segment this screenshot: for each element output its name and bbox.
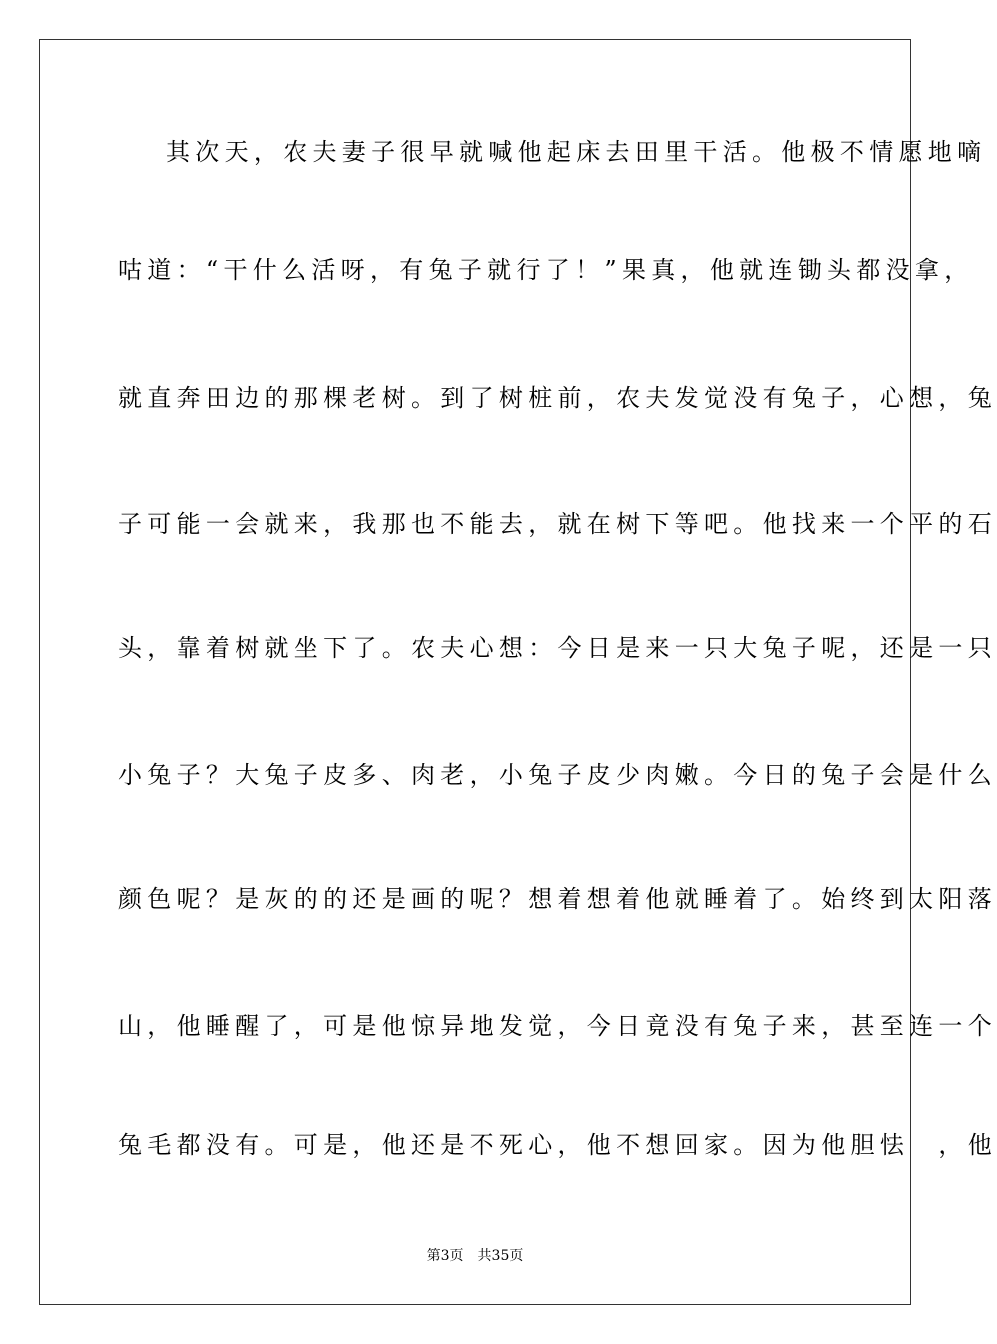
paragraph-line: 子可能一会就来，我那也不能去，就在树下等吧。他找来一个平的石 [118, 510, 997, 538]
paragraph-line: 其次天，农夫妻子很早就喊他起床去田里干活。他极不情愿地嘀 [166, 138, 987, 166]
paragraph-line: 山，他睡醒了，可是他惊异地发觉，今日竟没有兔子来，甚至连一个 [118, 1012, 997, 1040]
paragraph-line: 头，靠着树就坐下了。农夫心想：今日是来一只大兔子呢，还是一只 [118, 634, 997, 662]
paragraph-line: 小兔子？大兔子皮多、肉老，小兔子皮少肉嫩。今日的兔子会是什么 [118, 761, 997, 789]
page-footer [0, 1246, 950, 1266]
paragraph-line: 就直奔田边的那棵老树。到了树桩前，农夫发觉没有兔子，心想，兔 [118, 384, 997, 412]
page-border [39, 39, 997, 1305]
paragraph-line: 咕道：“干什么活呀，有兔子就行了！”果真，他就连锄头都没拿， [118, 256, 974, 284]
page-total: 共35页 [477, 1248, 524, 1264]
paragraph-line: 兔毛都没有。可是，他还是不死心，他不想回家。因为他胆怯 ，他 [118, 1131, 997, 1159]
page-number: 第3页 [426, 1248, 464, 1264]
paragraph-line: 颜色呢？是灰的的还是画的呢？想着想着他就睡着了。始终到太阳落 [118, 885, 997, 913]
